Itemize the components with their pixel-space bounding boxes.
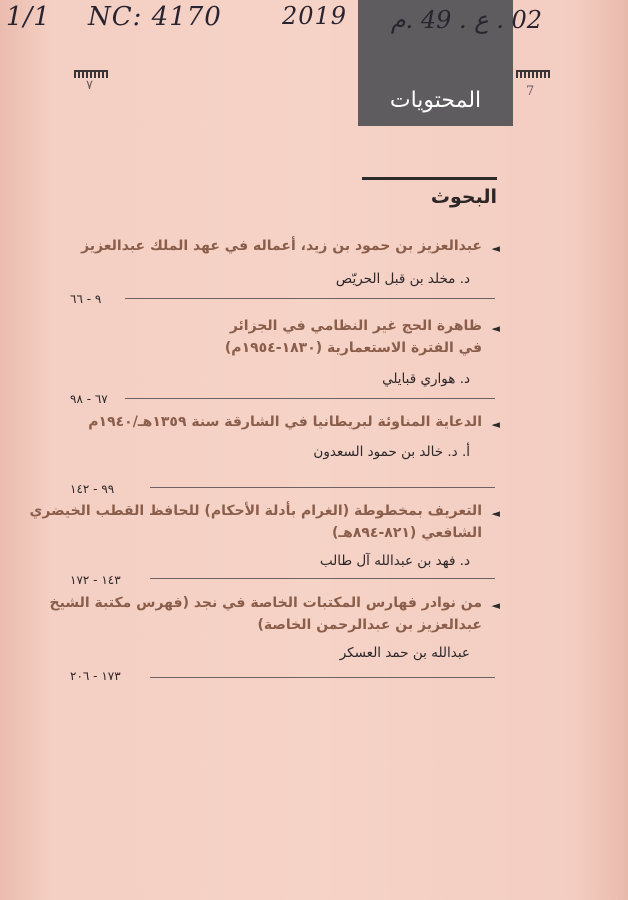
entry-divider xyxy=(150,578,495,579)
arrow-bullet-icon: ◄ xyxy=(491,322,500,335)
entry-title-line: ظاهرة الحج غير النظامي في الجزائر xyxy=(229,318,482,334)
entry-divider xyxy=(150,487,495,488)
entry-author: د. فهد بن عبدالله آل طالب xyxy=(319,553,470,569)
folio-ornament-left xyxy=(74,70,108,78)
entry-title: الدعاية المناوئة لبريطانيا في الشارقة سنة ١٣٥٩هـ/١٩٤٠م xyxy=(88,414,482,430)
entry-divider xyxy=(150,677,495,678)
entry-title-line: التعريف بمخطوطة (الغرام بأدلة الأحكام) للحافظ القطب الخيضري xyxy=(29,503,482,519)
entry-divider xyxy=(125,398,495,399)
arrow-bullet-icon: ◄ xyxy=(491,599,500,612)
entry-title-line: في الفترة الاستعمارية (١٨٣٠-١٩٥٤م) xyxy=(224,340,482,356)
entry-pages: ١٤٣ - ١٧٢ xyxy=(70,573,121,587)
arrow-bullet-icon: ◄ xyxy=(491,418,500,431)
entry-pages: ٦٧ - ٩٨ xyxy=(70,392,108,406)
folio-ornament-right xyxy=(516,70,550,78)
handwritten-ref: 1/1 xyxy=(6,2,51,32)
entry-title-line: من نوادر فهارس المكتبات الخاصة في نجد (فهرس مكتبة الشيخ xyxy=(49,595,482,611)
section-rule xyxy=(362,177,497,180)
arrow-bullet-icon: ◄ xyxy=(491,507,500,520)
entry-pages: ٩ - ٦٦ xyxy=(70,292,102,306)
folio-number-right: 7 xyxy=(526,84,535,99)
section-title: البحوث xyxy=(430,186,497,208)
entry-title: عبدالعزيز بن حمود بن زيد، أعماله في عهد الملك عبدالعزيز xyxy=(81,238,482,254)
entry-author: عبدالله بن حمد العسكر xyxy=(339,645,470,661)
entry-author: د. مخلد بن قبل الحريّص xyxy=(335,271,470,287)
folio-number-left: ٧ xyxy=(86,78,93,93)
entry-author: أ. د. خالد بن حمود السعدون xyxy=(313,444,470,460)
toc-entry[interactable] xyxy=(29,503,500,589)
entry-pages: ١٧٣ - ٢٠٦ xyxy=(70,669,121,683)
toc-entry[interactable] xyxy=(70,318,500,404)
handwritten-code: 02 . ع . 49 .م xyxy=(390,6,542,34)
entry-pages: ٩٩ - ١٤٢ xyxy=(70,482,115,496)
handwritten-nc-number: NC: 4170 xyxy=(88,2,222,32)
toc-entry[interactable] xyxy=(49,595,500,683)
arrow-bullet-icon: ◄ xyxy=(491,242,500,255)
page-title: المحتويات xyxy=(389,88,482,113)
handwritten-year: 2019 xyxy=(282,2,348,30)
entry-title-line: الشافعي (٨٢١-٨٩٤هـ) xyxy=(331,525,482,541)
toc-entry[interactable] xyxy=(70,414,500,494)
entry-divider xyxy=(125,298,495,299)
entry-author: د. هواري قبايلي xyxy=(382,371,470,387)
entry-title-line: عبدالعزيز بن عبدالرحمن الخاصة) xyxy=(257,617,482,633)
